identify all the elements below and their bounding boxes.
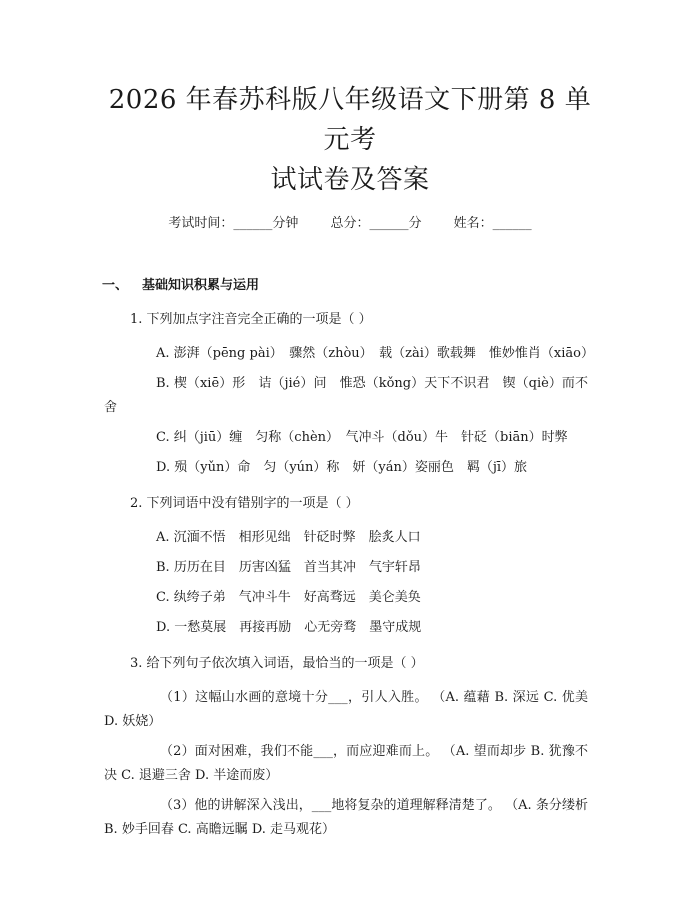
question-1-option-c: C. 纠（jiū）缠 匀称（chèn） 气冲斗（dǒu）牛 针砭（biān）时弊 — [156, 430, 568, 445]
time-unit: 分钟 — [272, 216, 299, 231]
section-heading — [102, 276, 596, 296]
question-2-stem: 2. 下列词语中没有错别字的一项是（ ） — [130, 496, 359, 511]
title-line-2: 试试卷及答案 — [270, 165, 430, 195]
question-3-sentence-3: （3）他的讲解深入浅出，___地将复杂的道理解释清楚了。 （A. 条分缕析 B. 妙手回春 C. 高瞻远瞩 D. 走马观花） — [104, 798, 588, 837]
name-field — [454, 216, 532, 231]
question-1-stem: 1. 下列加点字注音完全正确的一项是（ ） — [130, 312, 372, 327]
time-label: 考试时间： — [168, 216, 234, 231]
question-2-option-a: A. 沉湎不悟 相形见绌 针砭时弊 脍炙人口 — [156, 530, 421, 545]
question-1-option-d: D. 殒（yǔn）命 匀（yún）称 妍（yán）姿丽色 羁（jī）旅 — [156, 460, 528, 475]
score-field — [330, 216, 421, 231]
question-3-stem: 3. 给下列句子依次填入词语，最恰当的一项是（ ） — [130, 656, 424, 671]
question-2-option-b: B. 历历在目 历害凶猛 首当其冲 气宇轩昂 — [156, 560, 421, 575]
question-1-option-b: B. 楔（xiē）形 诘（jié）问 惟恐（kǒng）天下不识君 锲（qiè）而不舍 — [104, 376, 588, 415]
name-blank: ______ — [492, 216, 532, 231]
title-line-1: 2026 年春苏科版八年级语文下册第 8 单元考 — [108, 85, 592, 155]
question-1-option-a: A. 澎湃（pēng pài） 骤然（zhòu） 载（zài）歌载舞 惟妙惟肖（xiāo） — [156, 346, 594, 361]
question-3-sentence-1: （1）这幅山水画的意境十分___，引人入胜。 （A. 蕴藉 B. 深远 C. 优美 D. 妖娆） — [104, 690, 588, 729]
time-blank: ______ — [233, 216, 273, 231]
question-2-option-c: C. 纨绔子弟 气冲斗牛 好高骛远 美仑美奂 — [156, 590, 421, 605]
name-label: 姓名： — [453, 216, 493, 231]
score-label: 总分： — [330, 216, 370, 231]
question-2-option-d: D. 一愁莫展 再接再励 心无旁骛 墨守成规 — [156, 620, 422, 635]
exam-info-line — [104, 214, 596, 234]
score-unit: 分 — [408, 216, 422, 231]
section-number: 一、 — [102, 278, 129, 293]
section-title: 基础知识积累与运用 — [142, 278, 260, 293]
score-blank: ______ — [369, 216, 409, 231]
exam-title — [104, 80, 596, 200]
time-field — [168, 216, 298, 231]
question-3-sentence-2: （2）面对困难，我们不能___，而应迎难而上。 （A. 望而却步 B. 犹豫不决 C. 退避三舍 D. 半途而废） — [104, 744, 588, 783]
